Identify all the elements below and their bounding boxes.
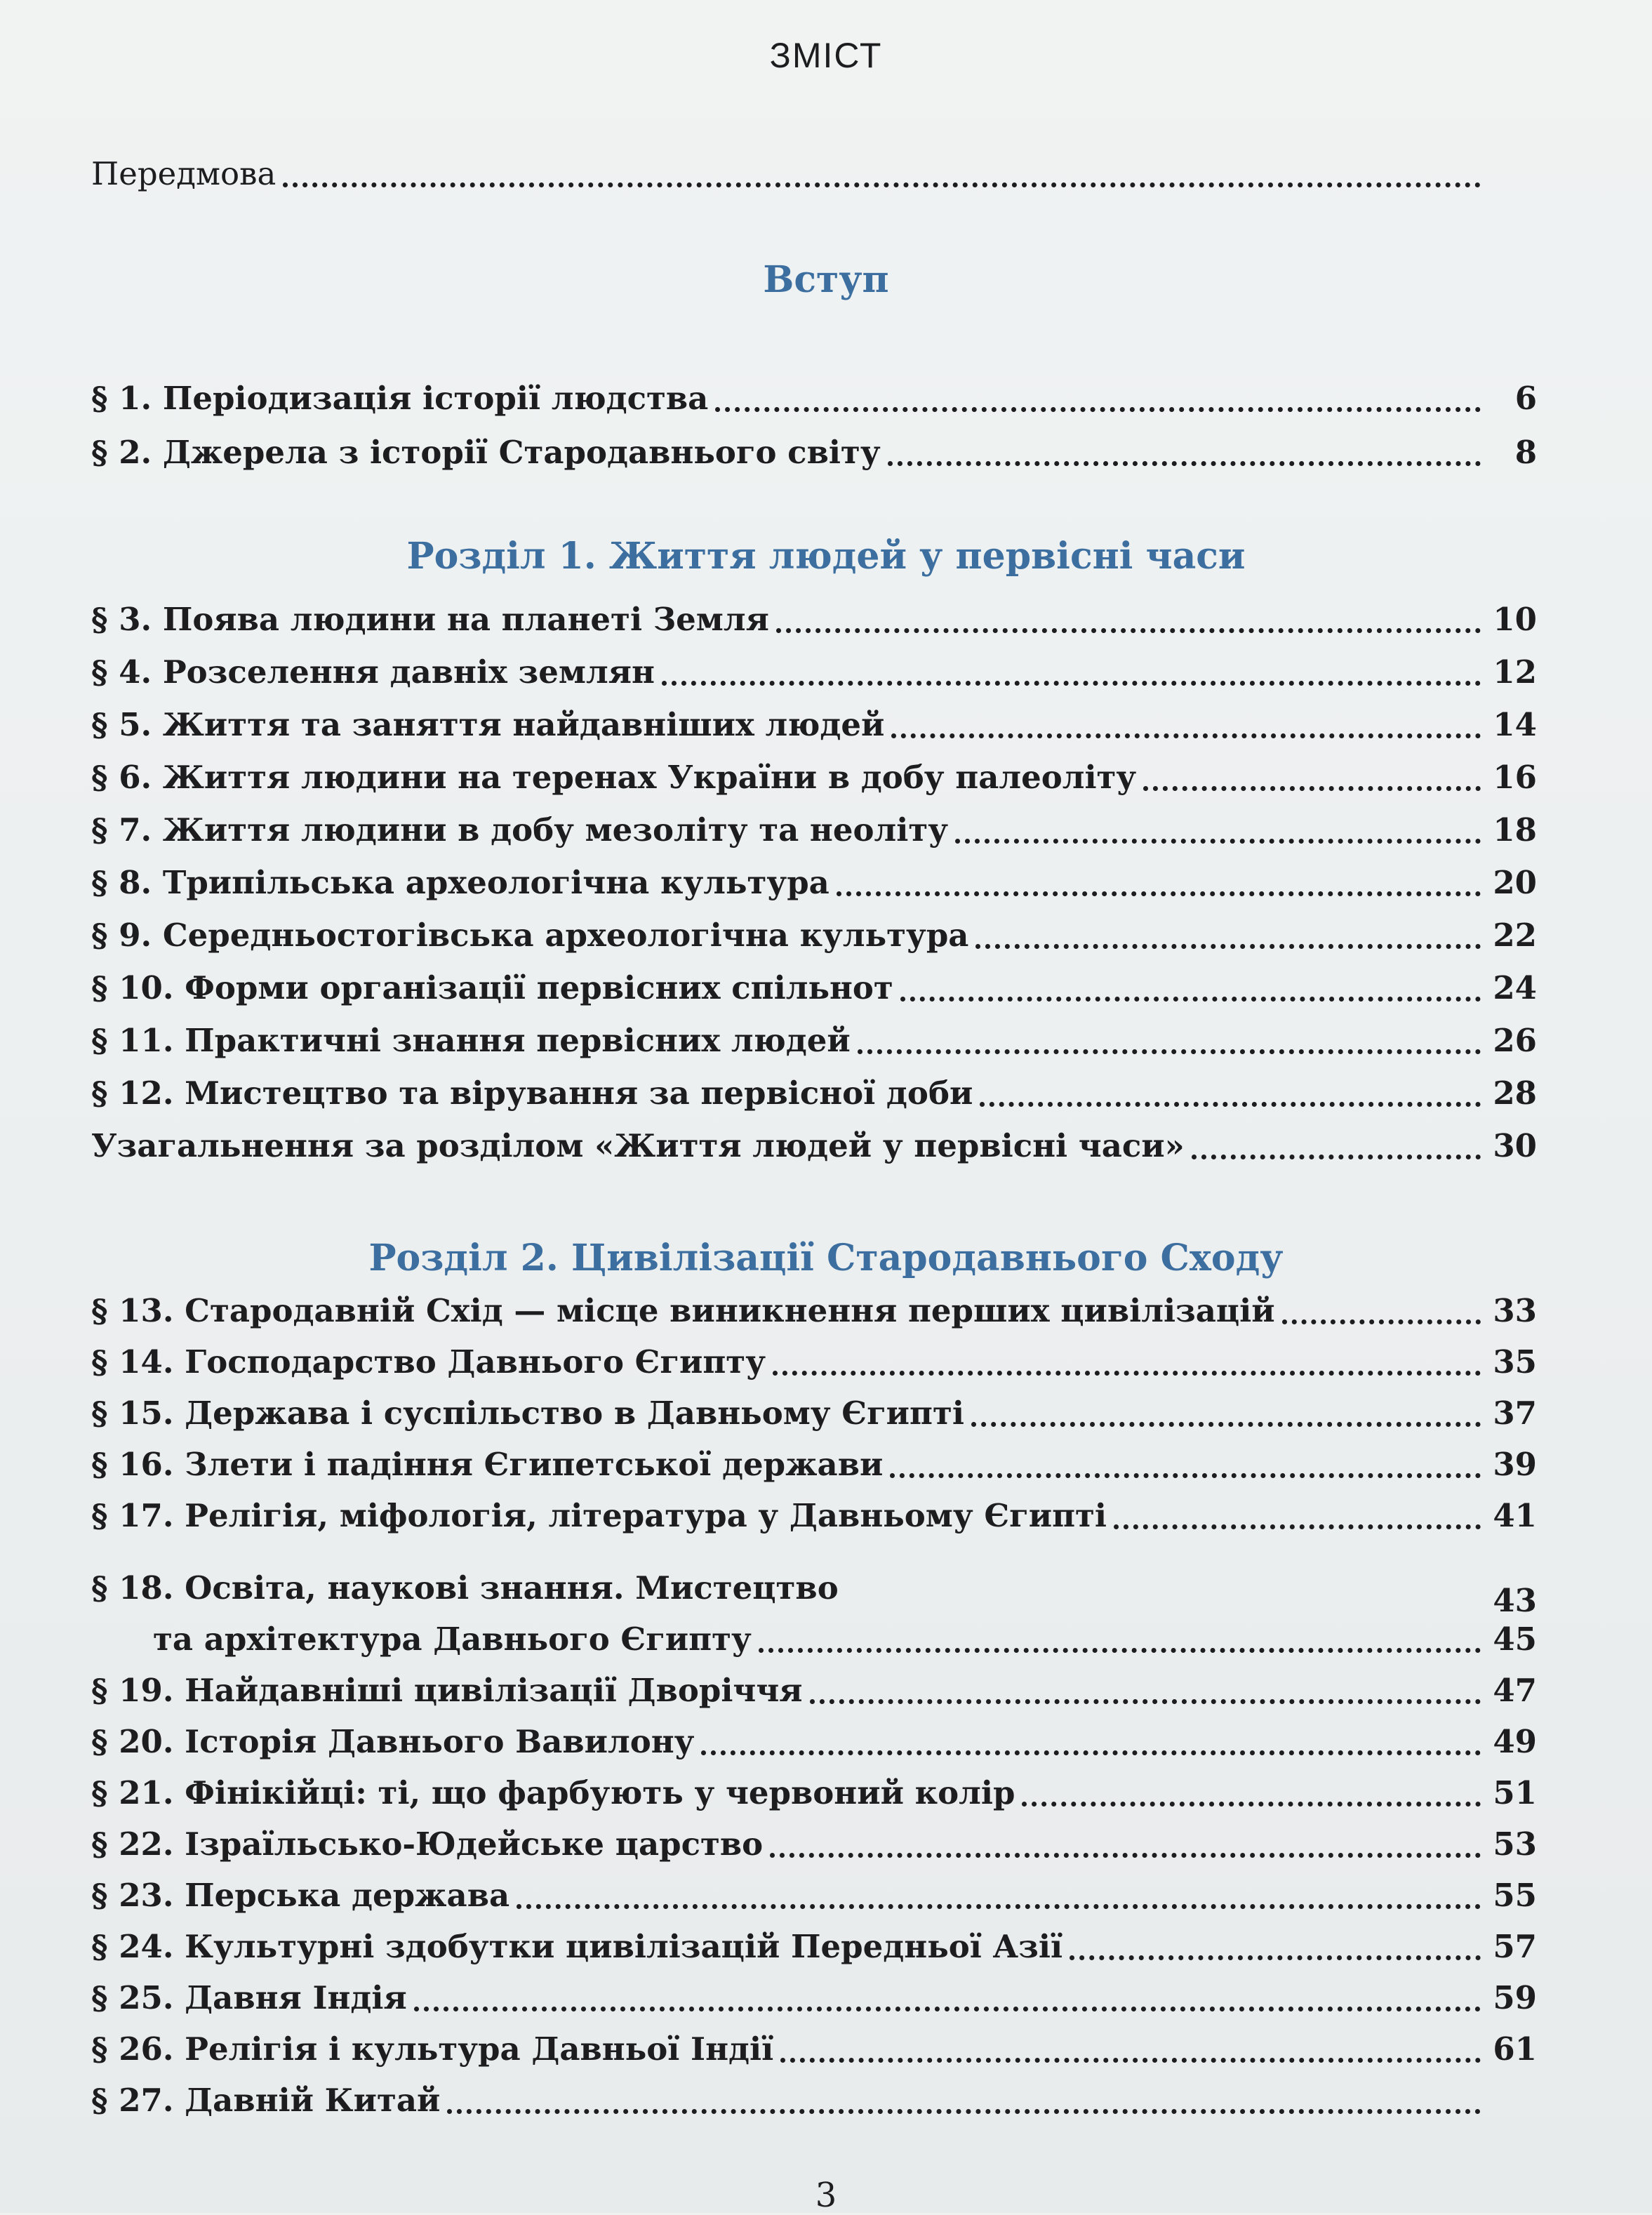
toc-entry: § 26. Релігія і культура Давньої Індії 61 xyxy=(91,2030,1537,2068)
toc-entry: § 4. Розселення давніх землян 12 xyxy=(91,653,1537,691)
toc-entry-part: § 18. Освіта, наукові знання. Мистецтво xyxy=(91,1569,839,1607)
toc-entry: § 16. Злети і падіння Єгипетської держави 39 xyxy=(91,1446,1537,1483)
toc-entry: § 13. Стародавній Схід — місце виникнення перших цивілізацій 33 xyxy=(91,1292,1537,1329)
toc-entry: § 14. Господарство Давнього Єгипту 35 xyxy=(91,1343,1537,1381)
toc-entry: § 3. Поява людини на планеті Земля 10 xyxy=(91,601,1537,638)
heading-section-1: Розділ 1. Життя людей у первісні часи xyxy=(406,535,1246,578)
toc-entry: § 2. Джерела з історії Стародавнього світу 8 xyxy=(91,434,1537,471)
toc-entry: § 23. Перська держава 55 xyxy=(91,1877,1537,1914)
toc-entry: § 10. Форми організації первісних спільнот 24 xyxy=(91,969,1537,1006)
toc-entry: § 11. Практичні знання первісних людей 26 xyxy=(91,1022,1537,1059)
toc-entry: § 5. Життя та заняття найдавніших людей 14 xyxy=(91,706,1537,743)
toc-entry: § 9. Середньостогівська археологічна культура 22 xyxy=(91,917,1537,954)
heading-section-2: Розділ 2. Цивілізації Стародавнього Сходу xyxy=(368,1237,1284,1279)
toc-entry: § 7. Життя людини в добу мезоліту та неоліту 18 xyxy=(91,811,1537,849)
toc-entry: § 24. Культурні здобутки цивілізацій Передньої Азії 57 xyxy=(91,1928,1537,1965)
toc-entry: § 1. Періодизація історії людства 6 xyxy=(91,380,1537,417)
toc-entry-preface: Передмова xyxy=(91,151,1488,197)
page-number: 3 xyxy=(815,2176,837,2215)
toc-entry: § 25. Давня Індія 59 xyxy=(91,1979,1537,2016)
toc-entry: § 6. Життя людини на теренах України в добу палеоліту 16 xyxy=(91,759,1537,796)
toc-entry: та архітектура Давнього Єгипту 45 xyxy=(153,1621,1537,1658)
toc-entry: § 21. Фінікійці: ті, що фарбують у червоний колір 51 xyxy=(91,1774,1537,1811)
toc-entry: § 17. Релігія, міфологія, література у Давньому Єгипті 41 xyxy=(91,1497,1537,1534)
toc-entry-summary: Узагальнення за розділом «Життя людей у первісні часи» 30 xyxy=(91,1127,1537,1164)
page-title: ЗМІСТ xyxy=(769,36,883,75)
toc-entry: § 19. Найдавніші цивілізації Дворіччя 47 xyxy=(91,1672,1537,1709)
toc-entry: § 8. Трипільська археологічна культура 20 xyxy=(91,864,1537,901)
toc-entry: § 15. Держава і суспільство в Давньому Єгипті 37 xyxy=(91,1395,1537,1432)
toc-entry: § 20. Історія Давнього Вавилону 49 xyxy=(91,1723,1537,1760)
toc-entry-page: 43 xyxy=(1493,1582,1537,1619)
toc-entry: § 12. Мистецтво та вірування за первісної доби 28 xyxy=(91,1075,1537,1112)
toc-entry: § 22. Ізраїльсько-Юдейське царство 53 xyxy=(91,1825,1537,1863)
toc-entry: § 27. Давній Китай xyxy=(91,2077,1537,2124)
heading-intro: Вступ xyxy=(763,258,889,301)
